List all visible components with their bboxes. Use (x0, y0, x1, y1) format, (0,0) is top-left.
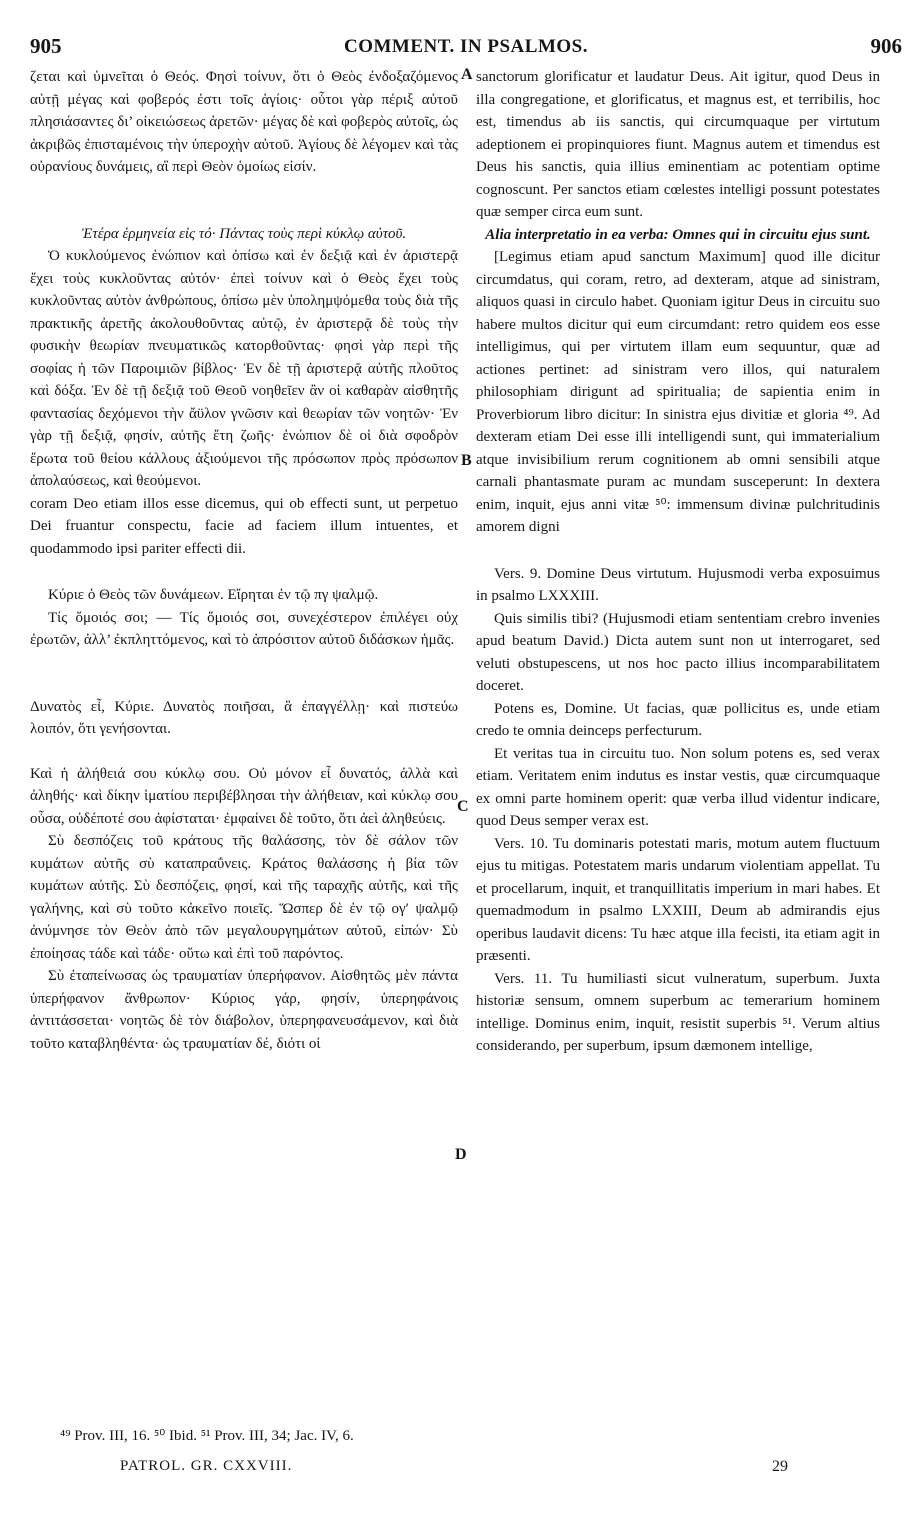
series-footer: PATROL. GR. CXXVIII. (120, 1458, 293, 1474)
greek-paragraph-4: Τίς ὅμοιός σοι; — Τίς ὅμοιός σοι, συνεχέστερον ἐπιλέγει οὐχ ἐρωτῶν, ἀλλ’ ἐκπληττόμενος, καὶ τὸ ἀπρόσιτον αὐτοῦ διδάσκων ἡμᾶς. (30, 609, 458, 648)
latin-column (476, 66, 880, 1058)
latin-paragraph-4: Quis similis tibi? (Hujusmodi etiam sententiam crebro invenies apud beatum David.) Dicta autem sunt non ut interrogaret, sed veluti obstupescens, ut nos hoc pacto illius incomparabilitatem doceret. (476, 610, 880, 694)
margin-letter-d: D (455, 1146, 467, 1163)
latin-paragraph-6: Et veritas tua in circuitu tuo. Non solum potens es, sed verax etiam. Veritatem enim indutus es instar vestis, quæ circumquaque ex omni parte hominem operit: quæ verba illud videntur indicare, quod Deus semper verax est. (476, 745, 880, 829)
footnotes: ⁴⁹ Prov. III, 16. ⁵⁰ Ibid. ⁵¹ Prov. III, 34; Jac. IV, 6. (60, 1428, 354, 1444)
latin-paragraph-7: Vers. 10. Tu dominaris potestati maris, motum autem fluctuum ejus tu mitigas. Potestatem maris undarum violentiam appellat. Tu et procellarum, inquit, et tranquillitatis imperium in mari habes. Et quemadmodum in psalmo LXXIII, Deum ab admirandis ejus operibus laudavit dicens: Tu hæc atque illa fecisti, ita etiam agit in præsenti. (476, 835, 880, 964)
running-title: COMMENT. IN PSALMOS. (344, 36, 588, 57)
page-number-right: 906 (870, 34, 902, 58)
greek-paragraph-1: ζεται καὶ ὑμνεῖται ὁ Θεός. Φησὶ τοίνυν, ὅτι ὁ Θεὸς ἐνδοξαζόμενος αὐτῇ μέγας καὶ φοβερός ἐστι τοῖς ἁγίοις· οὗτοι γὰρ πέριξ αὐτοῦ πλησιάσαντες δι’ οἰκειώσεως ἀρετῶν· μέγας δὲ καὶ φοβερὸς αὐτοῖς, ὡς ἀκριβῶς ἐπισταμένοις τὴν ὑπεροχὴν αὐτοῦ. Ἁγίους δὲ λέγομεν καὶ τὰς οὐρανίους δυνάμεις, αἳ περὶ Θεὸν ὁμοίως εἰσίν. (30, 69, 458, 175)
greek-column (30, 66, 458, 1055)
page-number-left: 905 (30, 34, 62, 58)
latin-paragraph-2: [Legimus etiam apud sanctum Maximum] quod ille dicitur circumdatus, qui coram, retro, ad dexteram, atque ad sinistram, aliquos quasi in circulo habet. Quoniam igitur Deus in circuitu suo habere multos dicitur qui eum circumdant: retro quidem eos esse intelligimus, qui per virtutem illam eum sequuntur, quæ ad actiones pertinet: ad sinistram vero illos, qui naturalem philosophiam dirigunt ad spiritualia; de sapientia enim in Proverbiorum libro dicitur: In sinistra ejus divitiæ et gloria ⁴⁹. Ad dexteram etiam Dei esse illi intelligendi sunt, qui immaterialium atque invisibilium rerum cognitionem ab omni sensibili atque carnali phantasmate puram ac mundam susceperunt: In dextera enim, inquit, ejus anni vitæ ⁵⁰: immensum divinæ pulchritudinis amorem digni (476, 249, 880, 535)
margin-letter-c: C (457, 798, 469, 815)
greek-paragraph-8: Σὺ ἐταπείνωσας ὡς τραυματίαν ὑπερήφανον. Αἰσθητῶς μὲν πάντα ὑπερήφανον ἄνθρωπον· Κύριος γάρ, φησίν, ὑπερηφάνοις ἀντιτάσσεται· νοητῶς δὲ τὸν διάβολον, ὑπερηφανευσάμενον, καὶ διὰ τοῦτο καταβληθέντα· ὡς τραυματίαν δέ, διότι οἱ (30, 968, 458, 1052)
greek-section-heading: Ἑτέρα ἑρμηνεία εἰς τό· Πάντας τοὺς περὶ κύκλῳ αὐτοῦ. (81, 225, 407, 242)
latin-paragraph-8: Vers. 11. Tu humiliasti sicut vulneratum, superbum. Juxta historiæ sensum, omnem superbum ac temerarium hominem intellige. Dominus enim, inquit, resistit superbis ⁵¹. Verum altius considerando, per superbum, ipsum dæmonem intellige, (476, 970, 880, 1054)
latin-paragraph-1: sanctorum glorificatur et laudatur Deus. Ait igitur, quod Deus in illa congregatione, et glorificatus, et magnus est, et terribilis, hoc est, timendus ab iis sanctis, qui circumquaque per virtutum adeptionem ei propinquiores fiunt. Magnus autem et timendus est Deus his sanctis, quia illius eminentiam ac potentiam optime cognoscunt. Per sanctos etiam cœlestes intelligi possunt potestates quæ semper circa eum sunt. (476, 69, 880, 220)
latin-paragraph-5: Potens es, Domine. Ut facias, quæ pollicitus es, unde etiam credo te omnia deinceps perfecturum. (476, 700, 880, 739)
margin-letter-a: A (461, 66, 473, 83)
latin-paragraph-3: Vers. 9. Domine Deus virtutum. Hujusmodi verba exposuimus in psalmo LXXXIII. (476, 565, 880, 604)
greek-paragraph-5: Δυνατὸς εἶ, Κύριε. Δυνατὸς ποιῆσαι, ἃ ἐπαγγέλλῃ· καὶ πιστεύω λοιπόν, ὅτι γενήσονται. (30, 698, 458, 737)
latin-continuation: coram Deo etiam illos esse dicemus, qui ob effecti sunt, ut perpetuo Dei fruantur conspectu, facie ad faciem illum intuentes, et quodammodo ipsi pariter effecti dii. (30, 495, 458, 557)
page-header (30, 34, 902, 62)
greek-paragraph-7: Σὺ δεσπόζεις τοῦ κράτους τῆς θαλάσσης, τὸν δὲ σάλον τῶν κυμάτων αὐτῆς σὺ καταπραΰνεις. Κράτος θαλάσσης ἡ βία τῶν κυμάτων αὐτῆς. Σὺ δεσπόζεις, φησί, καὶ τῆς ταραχῆς αὐτῆς, καὶ τῆς γαλήνης, καὶ σὺ τοῦτο κἀκεῖνο ποιεῖς. Ὥσπερ δὲ ἐν τῷ ογʹ ψαλμῷ ἀνύμνησε τὸν Θεὸν ἀπὸ τῶν μεγαλουργημάτων αὐτοῦ, εἰπών· Σὺ ἐποίησας τάδε καὶ τάδε· οὕτω καὶ ἐπὶ τοῦ παρόντος. (30, 833, 458, 962)
margin-letter-b: B (461, 452, 472, 469)
greek-paragraph-3: Κύριε ὁ Θεὸς τῶν δυνάμεων. Εἴρηται ἐν τῷ πγ ψαλμῷ. (48, 587, 379, 603)
greek-paragraph-6: Καὶ ἡ ἀλήθειά σου κύκλῳ σου. Οὐ μόνον εἶ δυνατός, ἀλλὰ καὶ ἀληθής· καὶ δίκην ἱματίου περιβέβλησαι τὴν ἀλήθειαν, καὶ κύκλῳ σου οὖσα, οὐδέποτέ σου ἀφίσταται· ἐμφαίνει δὲ τοῦτο, ὅτι ἀεὶ ἀληθεύεις. (30, 765, 458, 827)
signature-mark: 29 (772, 1458, 788, 1475)
latin-section-heading: Alia interpretatio in ea verba: Omnes qui in circuitu ejus sunt. (485, 226, 871, 243)
greek-paragraph-2: Ὁ κυκλούμενος ἐνώπιον καὶ ὀπίσω καὶ ἐν δεξιᾷ καὶ ἐν ἀριστερᾷ ἔχει τοὺς κυκλοῦντας αὐτόν· ἐπεὶ τοίνυν καὶ ὁ Θεὸς ἔχει τοὺς κυκλοῦντας αὐτὸν ἀνθρώπους, ὀπίσω μὲν ὑπολημψόμεθα τοὺς διὰ τῆς πρακτικῆς ἀρετῆς ἀκολουθοῦντας αὐτῷ, ἐν ἀριστερᾷ δὲ τοὺς τὴν φυσικὴν θεωρίαν πνευματικῶς κατορθοῦντας· φησὶ γὰρ περὶ τῆς σοφίας ἡ τῶν Παροιμιῶν βίβλος· Ἐν δὲ τῇ ἀριστερᾷ αὐτῆς πλοῦτος καὶ δόξα. Ἐν δὲ τῇ δεξιᾷ τοῦ Θεοῦ νοηθεῖεν ἂν οἱ καθαρὰν αἰσθητῆς φαντασίας δεχόμενοι τὴν ἄϋλον γνῶσιν καὶ θεωρίαν τῶν νοητῶν· Ἐν γὰρ τῇ δεξιᾷ, φησίν, αὐτῆς ἔτη ζωῆς· ἐνώπιον δὲ οἱ διὰ σφοδρὸν ἔρωτα τοῦ θείου κάλλους ἀξιούμενοι τῆς πρόσωπον πρὸς πρόσωπον ἀπολαύσεως, καὶ θεούμενοι. (30, 248, 458, 489)
